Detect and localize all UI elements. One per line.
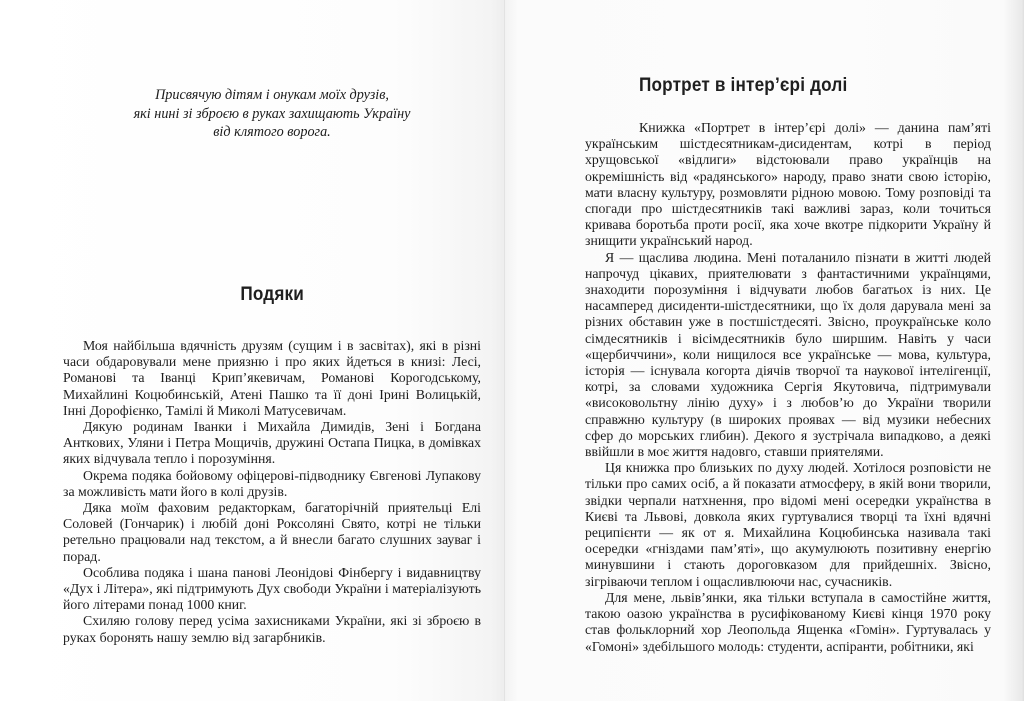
dedication-line: які нині зі зброєю в руках захищають Україну [133,105,411,122]
paragraph: Книжка «Портрет в інтер’єрі долі» — данина пам’яті українським шістдесятникам-дисидентам, котрі в період хрущовської «відлиги» відстоювали право українців на окремішність від «радянського» народу, право знати свою історію, мати власну культуру, розмовляти рідною мовою. Тому розповіді та спогади про шістдесятників такі важливі зараз, коли точиться кривава боротьба проти росії, яка хоче вкотре підкорити Україну й знищити український народ. [585,120,991,249]
left-page-body [63,338,481,646]
paragraph: Дяка моїм фаховим редакторкам, багаторічній приятельці Елі Соловей (Гончарик) і любій доні Роксоляні Свято, котрі не тільки ретельно працювали над текстом, а й внесли багато слушних зауваг і порад. [63,500,481,564]
paragraph: Ця книжка про близьких по духу людей. Хотілося розповісти не тільки про самих осіб, а й показати атмосферу, в якій вони творили, звідки черпали натхнення, про відомі мені осередки українства в Києві та Львові, довкола яких гуртувалися творці та їхні вдячні реципієнти — як от я. Михайлина Коцюбинська називала такі осередки «гніздами пам’яті», що акумулюють позитивну енергію минувшини і стають дороговказом для прийдешніх. Звісно, зігріваючи теплом і ощасливлюючи нас, сучасників. [585,460,991,589]
paragraph: Моя найбільша вдячність друзям (сущим і в засвітах), які в різні часи обдаровували мене приязню і про яких йдеться в книзі: Лесі, Романові та Іванці Крип’якевичам, Романові Корогодському, Михайлині Коцюбинській, Атені Пашко та її доні Ірині Волицькій, Інні Дорофієнко, Тамілі й Миколі Матусевичам. [63,338,481,418]
chapter-heading-acknowledgments [63,283,481,306]
right-page [505,0,1024,701]
chapter-heading-portrait [585,74,995,97]
dedication [63,86,481,142]
paragraph: Схиляю голову перед усіма захисниками України, які зі зброєю в руках боронять нашу землю від загарбників. [63,613,481,645]
paragraph: Я — щаслива людина. Мені поталанило пізнати в житті людей напрочуд цікавих, приятелювати з фантастичними українцями, знаходити порозуміння і відчувати любов багатьох із них. Це насамперед дисиденти-шістдесятники, що їх доля дарувала мені за різних обставин уже в постшістдесяті. Звісно, проукраїнське коло сімдесятників і вісімдесятників було ширшим. Навіть у часи «щербиччини», коли нищилося все українське — мова, культура, історія — існувала когорта діячів творчої та наукової інтелігенції, котрі, за словами художника Сергія Якутовича, підтримували «високовольтну лінію духу» і з любов’ю до України творили справжню культуру (в широких проявах — від музики небесних сфер до морських глибин). Декого я зустрічала випадково, а деякі ввійшли в моє життя надовго, ставши приятелями. [585,249,991,460]
chapter-heading-text: Подяки [240,283,304,305]
paragraph: Особлива подяка і шана панові Леонідові Фінбергу і видавництву «Дух і Літера», які підтримують Дух свободи України і матеріалізують його літерами понад 1000 книг. [63,564,481,613]
dedication-line: Присвячую дітям і онукам моїх друзів, [155,87,389,103]
right-page-body [585,120,991,655]
paragraph: Окрема подяка бойовому офіцерові-підводнику Євгенові Лупакову за можливість мати його в колі друзів. [63,467,481,499]
paragraph: Дякую родинам Іванки і Михайла Димидів, Зені і Богдана Анткових, Уляни і Петра Мощичів, дружині Остапа Пицка, в домівках яких відчувала тепло і порозуміння. [63,419,481,467]
chapter-heading-text: Портрет в інтер’єрі долі [639,74,848,96]
paragraph: Для мене, львів’янки, яка тільки вступала в самостійне життя, такою оазою українства в русифікованому Києві кінця 1970 року став фольклорний хор Леопольда Ященка «Гомін». Гуртувалась у «Гомоні» здебільшого молодь: студенти, аспіранти, робітники, які [585,589,991,654]
dedication-line: від клятого ворога. [213,124,331,140]
left-page [0,0,505,701]
